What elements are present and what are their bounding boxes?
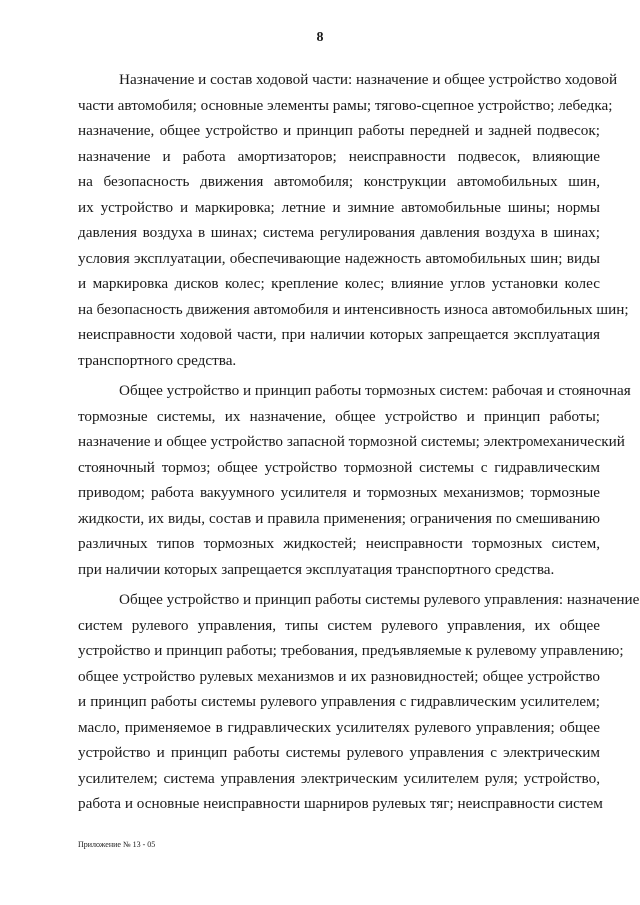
text-line: их устройство и маркировка; летние и зимние автомобильные шины; нормы bbox=[78, 198, 600, 216]
text-line: части автомобиля; основные элементы рамы; тягово-сцепное устройство; лебедка; bbox=[78, 96, 613, 114]
paragraph-steering-system bbox=[78, 587, 640, 817]
text-line: систем рулевого управления, типы систем рулевого управления, их общее bbox=[78, 616, 600, 634]
text-line: условия эксплуатации, обеспечивающие надежность автомобильных шин; виды bbox=[78, 249, 600, 267]
paragraph-brake-systems bbox=[78, 378, 631, 582]
text-line: Общее устройство и принцип работы системы рулевого управления: назначение bbox=[119, 591, 640, 608]
text-line: назначение и общее устройство запасной тормозной системы; электромеханический bbox=[78, 433, 625, 450]
text-line: приводом; работа вакуумного усилителя и тормозных механизмов; тормозные bbox=[78, 484, 600, 501]
text-line: стояночный тормоз; общее устройство тормозной системы с гидравлическим bbox=[78, 458, 600, 476]
text-line: назначение, общее устройство и принцип работы передней и задней подвесок; bbox=[78, 122, 600, 139]
text-line: транспортного средства. bbox=[78, 351, 237, 369]
text-line: усилителем; система управления электрическим усилителем руля; устройство, bbox=[78, 769, 600, 787]
text-line: общее устройство рулевых механизмов и их разновидностей; общее устройство bbox=[78, 667, 600, 685]
text-line: на безопасность движения автомобиля; конструкции автомобильных шин, bbox=[78, 173, 600, 190]
text-line: устройство и принцип работы системы рулевого управления с электрическим bbox=[78, 744, 600, 761]
text-line: работа и основные неисправности шарниров рулевых тяг; неисправности систем bbox=[78, 795, 603, 812]
paragraph-running-gear bbox=[78, 67, 629, 373]
text-line: назначение и работа амортизаторов; неисправности подвесок, влияющие bbox=[78, 147, 600, 165]
text-line: и маркировка дисков колес; крепление колес; влияние углов установки колес bbox=[78, 275, 600, 292]
text-line: на безопасность движения автомобиля и интенсивность износа автомобильных шин; bbox=[78, 300, 629, 318]
text-line: тормозные системы, их назначение, общее устройство и принцип работы; bbox=[78, 407, 600, 425]
text-line: различных типов тормозных жидкостей; неисправности тормозных систем, bbox=[78, 535, 600, 552]
text-line: масло, применяемое в гидравлических усилителях рулевого управления; общее bbox=[78, 718, 600, 736]
text-line: и принцип работы системы рулевого управления с гидравлическим усилителем; bbox=[78, 693, 600, 710]
document-body bbox=[78, 67, 640, 817]
text-line: при наличии которых запрещается эксплуатация транспортного средства. bbox=[78, 560, 555, 578]
text-line: давления воздуха в шинах; система регулирования давления воздуха в шинах; bbox=[78, 224, 600, 241]
text-line: неисправности ходовой части, при наличии которых запрещается эксплуатация bbox=[78, 326, 600, 343]
text-line: устройство и принцип работы; требования, предъявляемые к рулевому управлению; bbox=[78, 642, 624, 659]
page-number: 8 bbox=[316, 30, 324, 45]
text-line: жидкости, их виды, состав и правила применения; ограничения по смешиванию bbox=[78, 509, 600, 527]
text-line: Общее устройство и принцип работы тормозных систем: рабочая и стояночная bbox=[119, 382, 631, 399]
text-line: Назначение и состав ходовой части: назначение и общее устройство ходовой bbox=[119, 71, 618, 88]
footer-appendix-label: Приложение № 13 - 05 bbox=[78, 840, 156, 849]
